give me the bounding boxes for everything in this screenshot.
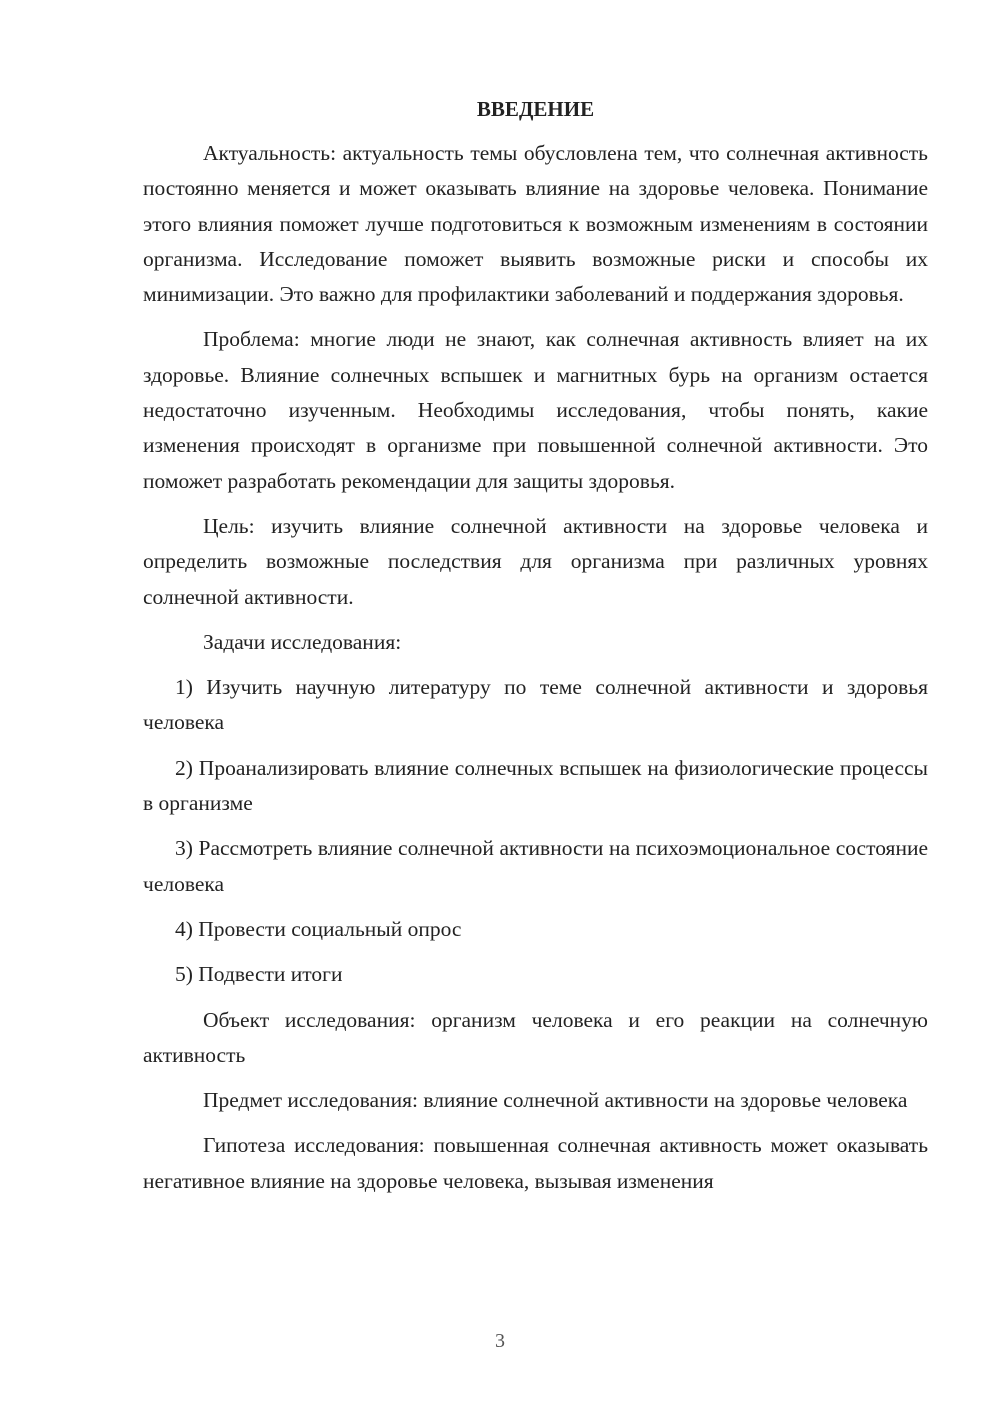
- relevance-paragraph: Актуальность: актуальность темы обусловлена тем, что солнечная активность постоянно меняется и может оказывать влияние на здоровье человека. Понимание этого влияния поможет лучше подготовиться к возможным изменениям в состоянии организма. Исследование поможет выявить возможные риски и способы их минимизации. Это важно для профилактики заболеваний и поддержания здоровья.: [143, 141, 928, 307]
- task-item-3: 3) Рассмотреть влияние солнечной активности на психоэмоциональное состояние человека: [143, 836, 928, 896]
- hypothesis-paragraph: Гипотеза исследования: повышенная солнечная активность может оказывать негативное влияние на здоровье человека, вызывая изменения: [143, 1133, 928, 1193]
- page-number: 3: [495, 1330, 505, 1352]
- task-item-4: 4) Провести социальный опрос: [175, 916, 462, 941]
- task-item-2: 2) Проанализировать влияние солнечных вспышек на физиологические процессы в организме: [143, 755, 928, 816]
- object-paragraph: Объект исследования: организм человека и его реакции на солнечную активность: [143, 1007, 928, 1067]
- task-item-5: 5) Подвести итоги: [175, 962, 343, 987]
- document-page: [143, 92, 928, 1199]
- problem-paragraph: Проблема: многие люди не знают, как солнечная активность влияет на их здоровье. Влияние солнечных вспышек и магнитных бурь на организм остается недостаточно изученным. Необходимы исследования, чтобы понять, какие изменения происходят в организме при повышенной солнечной активности. Это поможет разработать рекомендации для защиты здоровья.: [143, 327, 928, 493]
- goal-paragraph: Цель: изучить влияние солнечной активности на здоровье человека и определить возможные последствия для организма при различных уровнях солнечной активности.: [143, 513, 928, 609]
- subject-paragraph: Предмет исследования: влияние солнечной активности на здоровье человека: [203, 1088, 908, 1113]
- task-item-1: 1) Изучить научную литературу по теме солнечной активности и здоровья человека: [143, 675, 928, 735]
- page-title: ВВЕДЕНИЕ: [476, 97, 595, 121]
- tasks-heading: Задачи исследования:: [203, 629, 402, 654]
